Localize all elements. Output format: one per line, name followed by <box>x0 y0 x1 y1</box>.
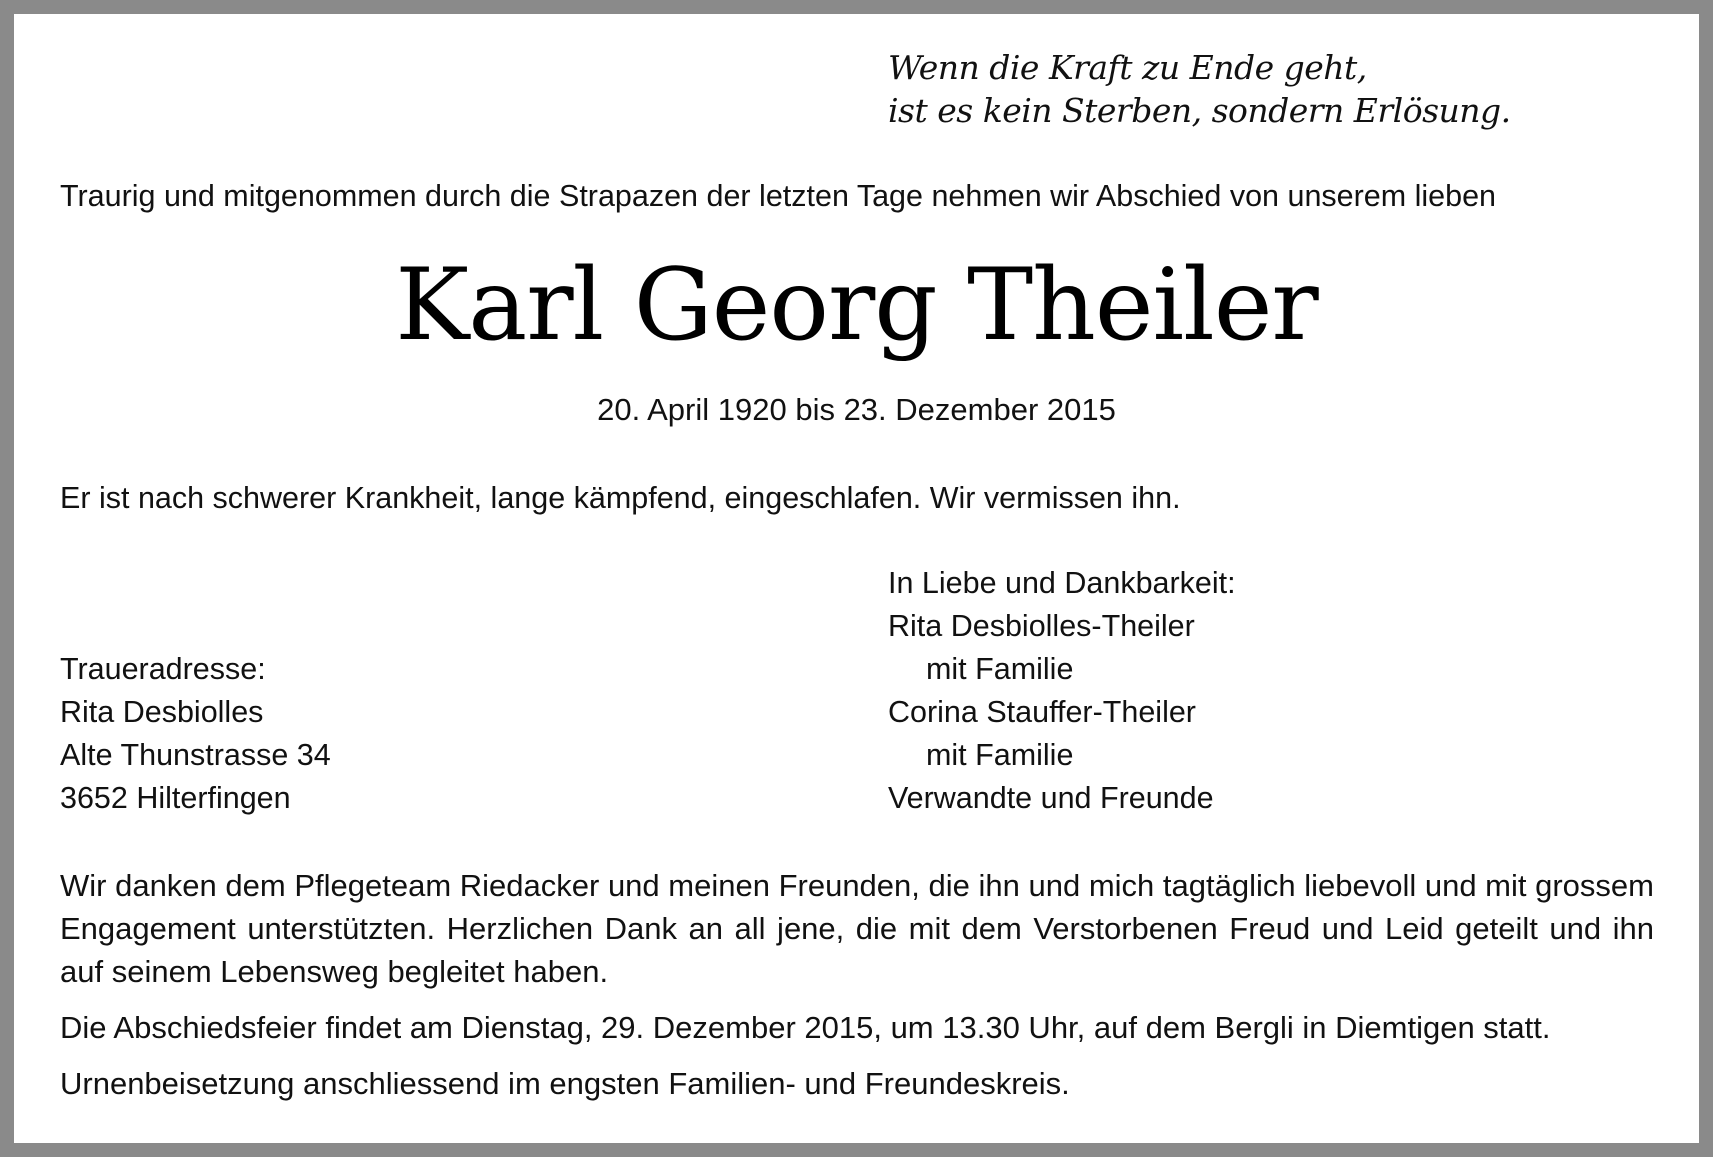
mourner-1: Rita Desbiolles-Theiler <box>888 609 1195 643</box>
life-dates: 20. April 1920 bis 23. Dezember 2015 <box>597 392 1116 427</box>
deceased-name: Karl Georg Theiler <box>395 248 1318 363</box>
address-heading: Traueradresse: <box>60 652 266 686</box>
motto-line-1: Wenn die Kraft zu Ende geht, <box>888 48 1367 87</box>
mourners-list <box>888 562 1236 820</box>
address-city: 3652 Hilterfingen <box>60 781 291 815</box>
mourners-heading: In Liebe und Dankbarkeit: <box>888 566 1236 600</box>
mourning-address <box>60 648 331 820</box>
mourners-others: Verwandte und Freunde <box>888 781 1214 815</box>
statement-text: Er ist nach schwerer Krankheit, lange kämpfend, eingeschlafen. Wir vermissen ihn. <box>60 481 1181 515</box>
address-street: Alte Thunstrasse 34 <box>60 738 331 772</box>
ceremony-info: Die Abschiedsfeier findet am Dienstag, 29. Dezember 2015, um 13.30 Uhr, auf dem Bergli in Diemtigen statt. <box>60 1010 1551 1045</box>
burial-info: Urnenbeisetzung anschliessend im engsten Familien- und Freundeskreis. <box>60 1066 1070 1101</box>
mourner-2-family: mit Familie <box>926 738 1074 772</box>
address-name: Rita Desbiolles <box>60 695 264 729</box>
thanks-paragraph: Wir danken dem Pflegeteam Riedacker und meinen Freunden, die ihn und mich tagtäglich liebevoll und mit grossem Engagement unterstützten. Herzlichen Dank an all jene, die mit dem Verstorbenen Freud und Leid geteilt und ihn auf seinem Lebensweg begleitet haben. <box>60 868 1654 989</box>
intro-text: Traurig und mitgenommen durch die Strapazen der letzten Tage nehmen wir Abschied von unserem lieben <box>60 179 1497 213</box>
motto-quote <box>888 46 1511 132</box>
mourner-2: Corina Stauffer-Theiler <box>888 695 1196 729</box>
mourner-1-family: mit Familie <box>926 652 1074 686</box>
motto-line-2: ist es kein Sterben, sondern Erlösung. <box>888 91 1511 130</box>
